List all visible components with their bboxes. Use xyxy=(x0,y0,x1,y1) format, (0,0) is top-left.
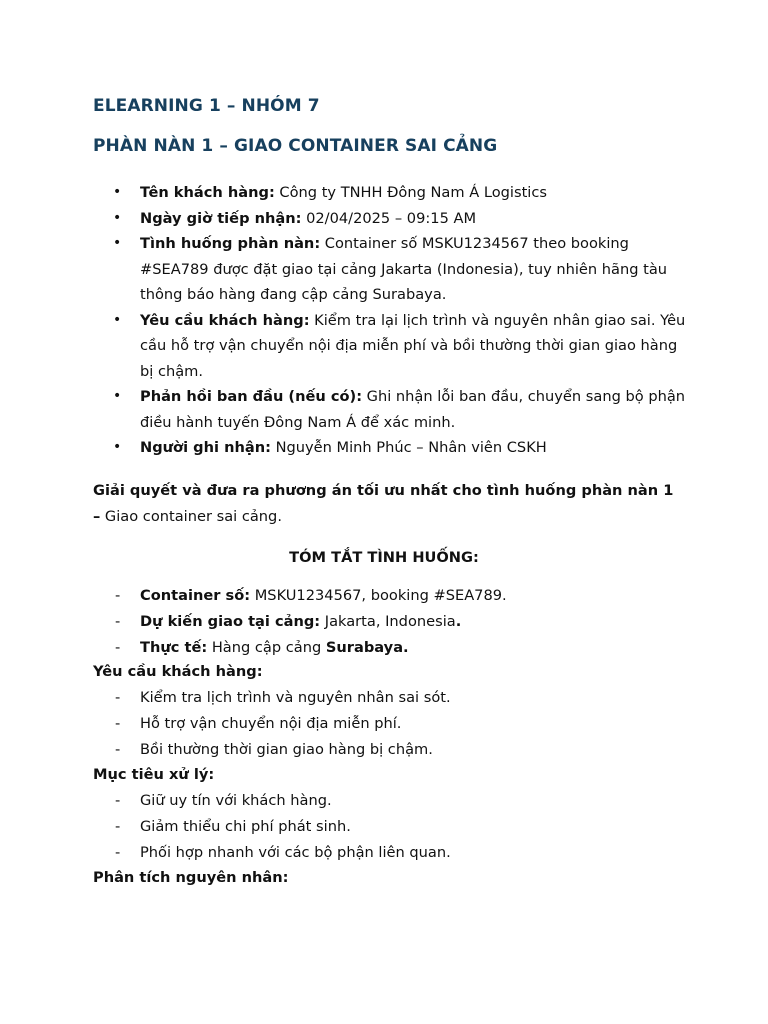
summary-container xyxy=(93,583,693,609)
summary-actual-port xyxy=(93,635,693,661)
summary-label: Dự kiến giao tại cảng: xyxy=(140,612,321,630)
list-item: - Bồi thường thời gian giao hàng bị chậm. xyxy=(93,737,693,763)
complaint-title: PHÀN NÀN 1 – GIAO CONTAINER SAI CẢNG xyxy=(93,136,498,156)
summary-title: TÓM TẮT TÌNH HUỐNG: xyxy=(289,549,479,566)
summary-period: . xyxy=(455,612,462,630)
info-label: Yêu cầu khách hàng: xyxy=(140,311,310,329)
info-situation xyxy=(93,231,693,308)
info-value: Ghi nhận lỗi ban đầu, chuyển sang bộ phận điều hành tuyến Đông Nam Á để xác minh. xyxy=(140,388,686,431)
info-customer-request xyxy=(93,308,693,385)
course-title: ELEARNING 1 – NHÓM 7 xyxy=(93,96,320,116)
info-value: Nguyễn Minh Phúc – Nhân viên CSKH xyxy=(270,439,547,456)
info-customer xyxy=(93,180,693,206)
info-label: Phản hồi ban đầu (nếu có): xyxy=(140,388,363,405)
info-recorder xyxy=(93,435,693,461)
info-label: Người ghi nhận: xyxy=(140,439,271,456)
info-value: Kiểm tra lại lịch trình và nguyên nhân giao sai. Yêu cầu hỗ trợ vận chuyển nội địa miễn phí và bồi thường thời gian giao hàng bị chậm. xyxy=(140,311,686,380)
requests-label: Yêu cầu khách hàng: xyxy=(93,663,263,680)
info-label: Ngày giờ tiếp nhận: xyxy=(140,209,302,227)
solution-heading xyxy=(93,478,683,529)
info-value: 02/04/2025 – 09:15 AM xyxy=(301,209,477,227)
summary-label: Thực tế: xyxy=(140,638,208,656)
analysis-label: Phân tích nguyên nhân: xyxy=(93,869,289,886)
summary-list xyxy=(93,583,693,660)
list-item: - Giảm thiểu chi phí phát sinh. xyxy=(93,814,693,840)
solution-heading-normal: Giao container sai cảng. xyxy=(100,507,282,525)
info-initial-response xyxy=(93,384,693,435)
summary-value: MSKU1234567, booking #SEA789. xyxy=(250,587,507,604)
requests-list xyxy=(93,685,693,762)
info-value: Container số MSKU1234567 theo booking #SEA789 được đặt giao tại cảng Jakarta (Indonesia), tuy nhiên hãng tàu thông báo hàng đang cập cảng Surabaya. xyxy=(140,235,668,303)
summary-value: Jakarta, Indonesia xyxy=(320,612,456,630)
summary-port-name: Surabaya. xyxy=(325,638,409,656)
solution-heading-bold: Giải quyết và đưa ra phương án tối ưu nhất cho tình huống phàn nàn 1 – xyxy=(93,482,674,525)
info-label: Tình huống phàn nàn: xyxy=(140,235,321,252)
list-item: - Kiểm tra lịch trình và nguyên nhân sai sót. xyxy=(93,685,693,711)
complaint-info-list xyxy=(93,180,693,461)
info-label: Tên khách hàng: xyxy=(140,184,275,201)
summary-label: Container số: xyxy=(140,587,251,604)
summary-value: Hàng cập cảng xyxy=(207,638,326,656)
summary-planned-port xyxy=(93,609,693,635)
goals-label: Mục tiêu xử lý: xyxy=(93,766,215,783)
info-value: Công ty TNHH Đông Nam Á Logistics xyxy=(274,184,547,201)
list-item: - Hỗ trợ vận chuyển nội địa miễn phí. xyxy=(93,711,693,737)
list-item: - Giữ uy tín với khách hàng. xyxy=(93,788,693,814)
info-received-time xyxy=(93,206,693,232)
goals-list xyxy=(93,788,693,865)
list-item: - Phối hợp nhanh với các bộ phận liên quan. xyxy=(93,840,693,866)
